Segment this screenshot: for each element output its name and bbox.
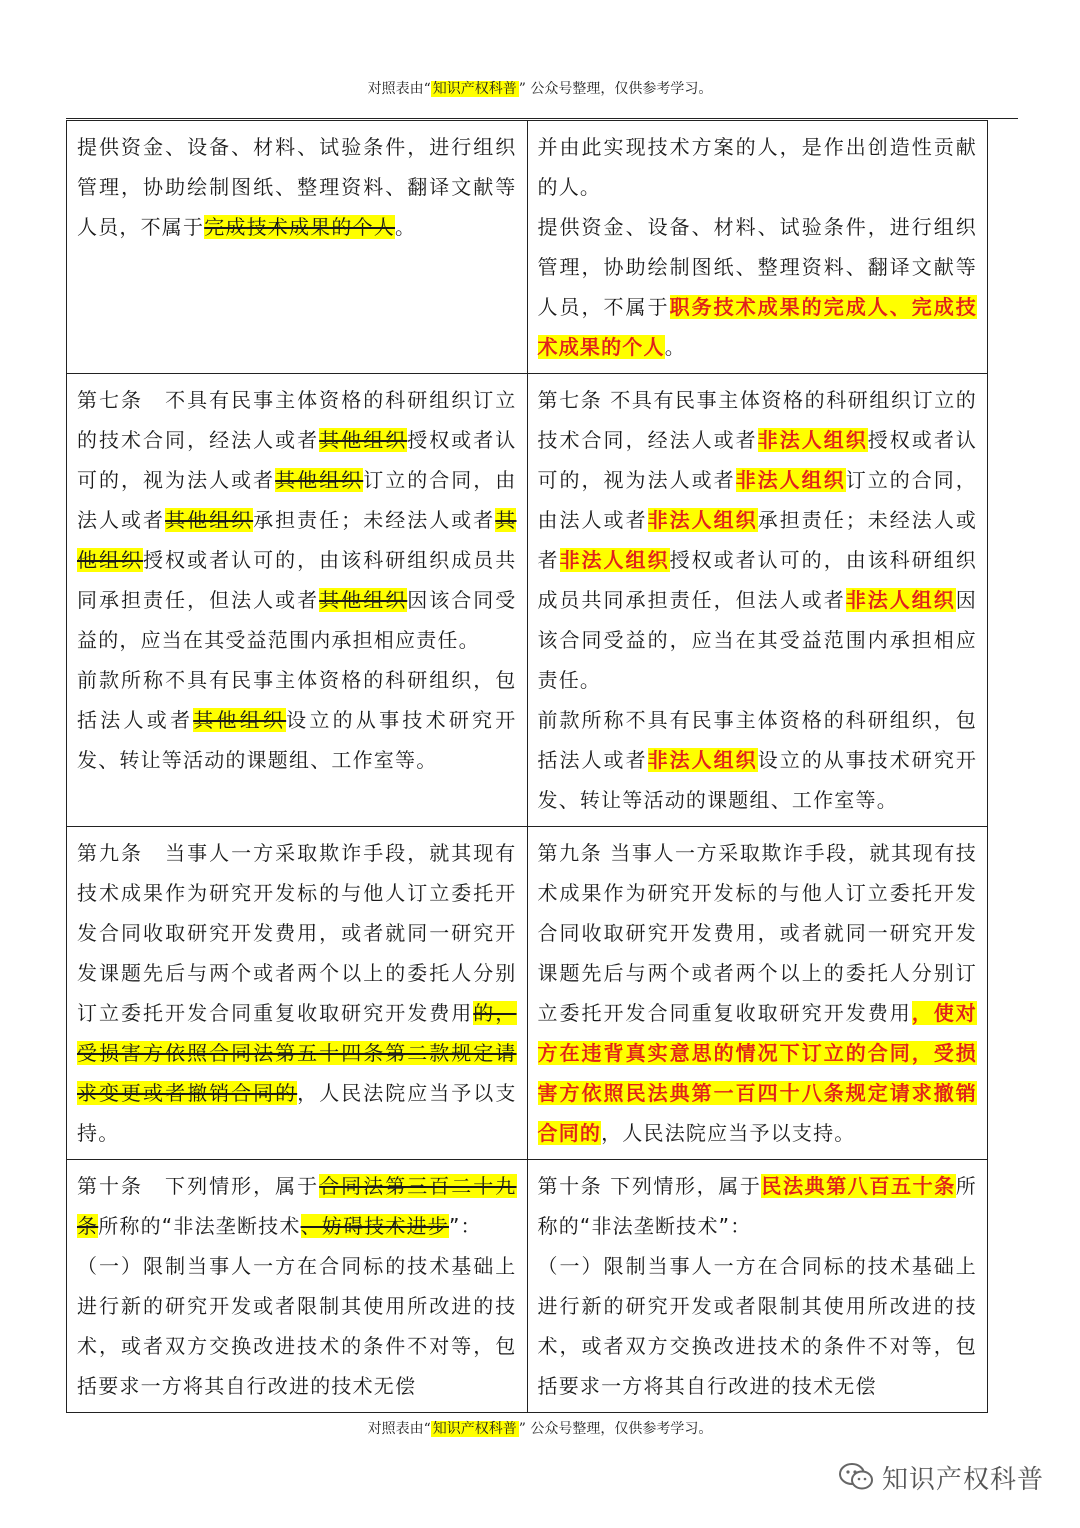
provision-text: 前款所称不具有民事主体资格的科研组织，包括法人或者	[537, 708, 977, 772]
new-provision-cell	[527, 1160, 988, 1413]
deleted-text: 其他组织	[77, 508, 517, 572]
provision-text: 订立的合同，由法人或者	[537, 468, 977, 532]
provision-paragraph	[77, 380, 517, 660]
provision-text: 授权或者认可的，由该科研组织成员共同承担责任，但法人或者	[77, 548, 517, 612]
provision-paragraph	[538, 207, 978, 367]
provision-paragraph	[77, 833, 517, 1153]
added-text: 非法人组织	[647, 508, 758, 532]
header-suffix: ” 公众号整理，仅供参考学习。	[518, 81, 713, 97]
provision-paragraph	[538, 380, 978, 700]
table-row	[67, 1160, 988, 1413]
added-text: 非法人组织	[845, 588, 956, 612]
footer-prefix: 对照表由“	[367, 1421, 431, 1437]
added-text: 非法人组织	[647, 748, 758, 772]
provision-text: 授权或者认可的，由该科研组织成员共同承担责任，但法人或者	[537, 548, 977, 612]
deleted-text: 的，受损害方依照合同法第五十四条第二款规定请求变更或者撤销合同的	[77, 1001, 517, 1105]
deleted-text: 其他组织	[275, 468, 364, 492]
provision-text: 第九条 当事人一方采取欺诈手段，就其现有技术成果作为研究开发标的与他人订立委托开发合同收取研究开发费用，或者就同一研究开发课题先后与两个或者两个以上的委托人分别订立委托开发合同重复收取研究开发费用	[77, 841, 517, 1025]
provision-text: 提供资金、设备、材料、试验条件，进行组织管理，协助绘制图纸、整理资料、翻译文献等人员，不属于	[537, 215, 977, 319]
provision-text: ，人民法院应当予以支持。	[601, 1121, 856, 1145]
provision-text: 授权或者认可的，视为法人或者	[77, 428, 517, 492]
watermark-text: 知识产权科普	[882, 1464, 1045, 1495]
provision-text: 因该合同受益的，应当在其受益范围内承担相应责任。	[537, 588, 977, 692]
provision-text: 前款所称不具有民事主体资格的科研组织，包括法人或者	[77, 668, 517, 732]
provision-text: 设立的从事技术研究开发、转让等活动的课题组、工作室等。	[537, 748, 978, 812]
provision-text: 第十条 下列情形，属于	[77, 1174, 320, 1198]
provision-paragraph	[77, 1246, 517, 1406]
provision-text: ”：	[448, 1214, 482, 1238]
header-note	[0, 78, 1080, 98]
deleted-text: 、妨碍技术进步	[300, 1214, 449, 1238]
provision-text: （一）限制当事人一方在合同标的技术基础上进行新的研究开发或者限制其使用所改进的技术，或者双方交换改进技术的条件不对等，包括要求一方将其自行改进的技术无偿	[77, 1254, 517, 1398]
added-text: 非法人组织	[735, 468, 846, 492]
added-text: 非法人组织	[559, 548, 670, 572]
deleted-text: 其他组织	[193, 708, 287, 732]
provision-paragraph	[538, 700, 978, 820]
deleted-text: 其他组织	[165, 508, 254, 532]
provision-paragraph	[538, 833, 978, 1153]
provision-text: （一）限制当事人一方在合同标的技术基础上进行新的研究开发或者限制其使用所改进的技术，或者双方交换改进技术的条件不对等，包括要求一方将其自行改进的技术无偿	[537, 1254, 977, 1398]
provision-text: ，人民法院应当予以支持。	[77, 1081, 517, 1145]
header-prefix: 对照表由“	[367, 81, 431, 97]
provision-paragraph	[538, 1166, 978, 1246]
provision-text: 所称的“非法垄断技术	[98, 1214, 301, 1238]
provision-text: 。	[395, 215, 417, 239]
footer-suffix: ” 公众号整理，仅供参考学习。	[518, 1421, 713, 1437]
watermark	[838, 1452, 1044, 1502]
provision-text: 提供资金、设备、材料、试验条件，进行组织管理，协助绘制图纸、整理资料、翻译文献等人员，不属于	[77, 135, 517, 239]
new-provision-cell	[527, 374, 988, 827]
deleted-text: 合同法第三百二十九条	[77, 1174, 517, 1238]
wechat-icon	[838, 1462, 874, 1492]
table-row	[67, 121, 988, 374]
deleted-text: 其他组织	[319, 588, 408, 612]
provision-paragraph	[77, 660, 517, 780]
deleted-text: 其他组织	[319, 428, 408, 452]
provision-paragraph	[538, 127, 978, 207]
added-text: 非法人组织	[757, 428, 868, 452]
account-name: 知识产权科普	[432, 1421, 517, 1437]
provision-text: 所称的“非法垄断技术”：	[537, 1174, 977, 1238]
table-row	[67, 827, 988, 1160]
new-provision-cell	[527, 121, 988, 374]
provision-text: 订立的合同，由法人或者	[77, 468, 517, 532]
provision-text: 授权或者认可的，视为法人或者	[537, 428, 978, 492]
footer-note	[0, 1418, 1080, 1438]
provision-paragraph	[77, 127, 517, 247]
table-row	[67, 374, 988, 827]
provision-text: 设立的从事技术研究开发、转让等活动的课题组、工作室等。	[77, 708, 517, 772]
provision-text: 因该合同受益的，应当在其受益范围内承担相应责任。	[77, 588, 517, 652]
provision-text: 第十条 下列情形，属于	[537, 1174, 762, 1198]
added-text: 民法典第八百五十条	[761, 1174, 956, 1198]
old-provision-cell	[67, 1160, 528, 1413]
provision-text: 第七条 不具有民事主体资格的科研组织订立的技术合同，经法人或者	[537, 388, 977, 452]
deleted-text: 完成技术成果的个人	[204, 215, 396, 239]
provision-paragraph	[538, 1246, 978, 1406]
comparison-table	[66, 120, 988, 1413]
provision-text: 承担责任；未经法人或者	[537, 508, 978, 572]
added-text: 职务技术成果的完成人、完成技术成果的个人	[537, 295, 977, 359]
old-provision-cell	[67, 374, 528, 827]
provision-text: 。	[664, 335, 686, 359]
provision-text: 第七条 不具有民事主体资格的科研组织订立的技术合同，经法人或者	[77, 388, 517, 452]
added-text: ，使对方在违背真实意思的情况下订立的合同，受损害方依照民法典第一百四十八条规定请求撤销合同的	[537, 1001, 977, 1145]
new-provision-cell	[527, 827, 988, 1160]
top-rule	[66, 118, 1018, 119]
provision-text: 承担责任；未经法人或者	[253, 508, 496, 532]
provision-paragraph	[77, 1166, 517, 1246]
account-name: 知识产权科普	[432, 81, 517, 97]
old-provision-cell	[67, 827, 528, 1160]
provision-text: 并由此实现技术方案的人，是作出创造性贡献的人。	[537, 135, 977, 199]
old-provision-cell	[67, 121, 528, 374]
provision-text: 第九条 当事人一方采取欺诈手段，就其现有技术成果作为研究开发标的与他人订立委托开发合同收取研究开发费用，或者就同一研究开发课题先后与两个或者两个以上的委托人分别订立委托开发合同重复收取研究开发费用	[537, 841, 977, 1025]
